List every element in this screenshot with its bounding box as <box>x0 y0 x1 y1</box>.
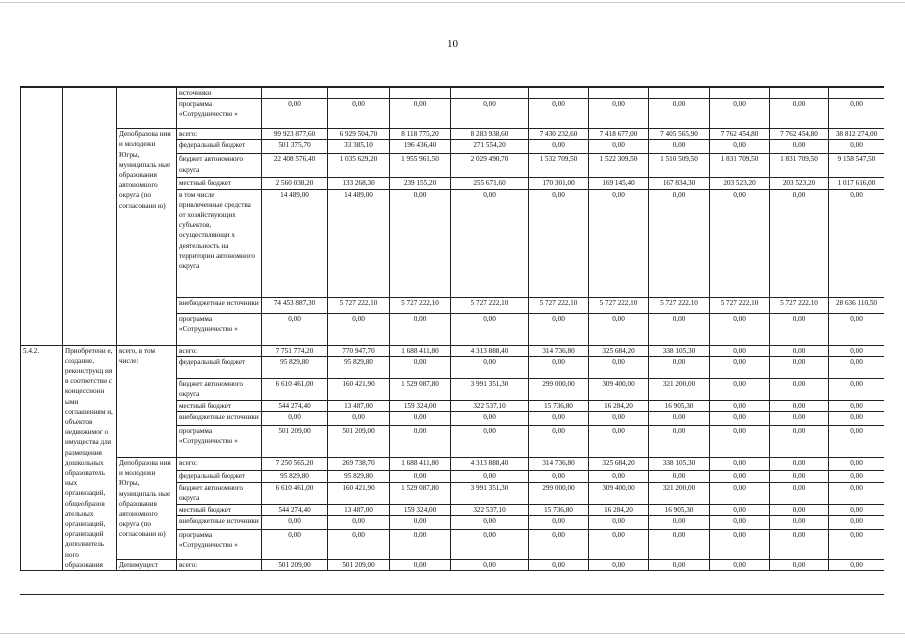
value-cell: 8 283 938,60 <box>451 129 529 140</box>
group-cell-empty <box>63 88 117 346</box>
table-row <box>21 559 885 570</box>
value-cell: 0,00 <box>262 529 328 559</box>
value-cell: 0,00 <box>710 140 770 154</box>
row-label-cell: всего: <box>177 559 262 570</box>
value-cell: 0,00 <box>710 426 770 458</box>
value-cell: 0,00 <box>770 529 829 559</box>
value-cell: 0,00 <box>262 313 328 345</box>
value-cell: 0,00 <box>451 559 529 570</box>
value-cell: 0,00 <box>589 356 649 378</box>
row-label-cell: внебюджетные источники <box>177 515 262 529</box>
scan-edge-bottom <box>0 633 905 634</box>
value-cell: 74 453 887,30 <box>262 297 328 313</box>
value-cell: 0,00 <box>829 345 885 356</box>
value-cell: 0,00 <box>829 529 885 559</box>
value-cell: 2 029 490,70 <box>451 154 529 178</box>
value-cell: 0,00 <box>529 471 589 482</box>
row-label-cell: бюджет автономного округа <box>177 154 262 178</box>
value-cell: 0,00 <box>529 313 589 345</box>
value-cell: 0,00 <box>710 99 770 129</box>
value-cell: 0,00 <box>770 140 829 154</box>
value-cell: 0,00 <box>649 140 710 154</box>
value-cell: 8 118 775,20 <box>390 129 451 140</box>
row-label-cell: федеральный бюджет <box>177 471 262 482</box>
row-label-cell: всего: <box>177 129 262 140</box>
value-cell: 0,00 <box>529 189 589 297</box>
value-cell <box>649 88 710 99</box>
value-cell: 0,00 <box>589 412 649 426</box>
value-cell: 14 489,00 <box>262 189 328 297</box>
value-cell: 0,00 <box>529 515 589 529</box>
value-cell: 0,00 <box>390 412 451 426</box>
value-cell: 0,00 <box>649 99 710 129</box>
value-cell: 159 324,00 <box>390 400 451 411</box>
value-cell: 5 727 222,10 <box>451 297 529 313</box>
value-cell: 95 829,80 <box>262 471 328 482</box>
value-cell: 0,00 <box>649 529 710 559</box>
value-cell: 0,00 <box>589 426 649 458</box>
value-cell: 0,00 <box>390 189 451 297</box>
value-cell: 5 727 222,10 <box>529 297 589 313</box>
value-cell: 169 145,40 <box>589 178 649 189</box>
value-cell: 0,00 <box>829 559 885 570</box>
value-cell: 5 727 222,10 <box>770 297 829 313</box>
value-cell: 0,00 <box>328 313 390 345</box>
value-cell: 0,00 <box>451 189 529 297</box>
value-cell: 0,00 <box>710 504 770 515</box>
value-cell: 3 991 351,30 <box>451 482 529 504</box>
value-cell: 0,00 <box>649 515 710 529</box>
row-label-cell: внебюджетные источники <box>177 412 262 426</box>
value-cell: 1 831 709,50 <box>710 154 770 178</box>
value-cell: 0,00 <box>770 504 829 515</box>
value-cell <box>451 88 529 99</box>
value-cell: 99 923 877,60 <box>262 129 328 140</box>
value-cell <box>262 88 328 99</box>
value-cell: 299 000,00 <box>529 378 589 400</box>
value-cell: 325 684,20 <box>589 458 649 471</box>
value-cell <box>710 88 770 99</box>
row-label-cell: местный бюджет <box>177 178 262 189</box>
value-cell: 0,00 <box>390 99 451 129</box>
value-cell: 0,00 <box>710 515 770 529</box>
value-cell: 338 105,30 <box>649 458 710 471</box>
value-cell: 0,00 <box>589 140 649 154</box>
value-cell: 95 829,80 <box>328 471 390 482</box>
value-cell: 0,00 <box>710 471 770 482</box>
value-cell: 2 560 038,20 <box>262 178 328 189</box>
value-cell: 160 421,90 <box>328 482 390 504</box>
value-cell: 0,00 <box>829 504 885 515</box>
value-cell: 0,00 <box>451 412 529 426</box>
value-cell: 16 284,20 <box>589 400 649 411</box>
page-number: 10 <box>447 38 458 50</box>
value-cell: 28 636 110,50 <box>829 297 885 313</box>
value-cell: 0,00 <box>451 99 529 129</box>
value-cell: 1 688 411,80 <box>390 458 451 471</box>
value-cell: 0,00 <box>829 313 885 345</box>
value-cell: 314 736,80 <box>529 345 589 356</box>
value-cell: 0,00 <box>529 559 589 570</box>
value-cell: 0,00 <box>770 458 829 471</box>
value-cell: 1 035 629,20 <box>328 154 390 178</box>
value-cell: 167 834,30 <box>649 178 710 189</box>
value-cell: 4 313 888,40 <box>451 458 529 471</box>
budget-table-container <box>20 86 884 595</box>
row-label-cell: программа «Сотрудничество » <box>177 529 262 559</box>
value-cell: 16 284,20 <box>589 504 649 515</box>
value-cell: 0,00 <box>829 400 885 411</box>
row-label-cell: программа «Сотрудничество » <box>177 99 262 129</box>
value-cell <box>829 88 885 99</box>
value-cell: 0,00 <box>710 482 770 504</box>
value-cell: 0,00 <box>390 515 451 529</box>
value-cell: 321 200,00 <box>649 482 710 504</box>
value-cell: 0,00 <box>390 313 451 345</box>
value-cell: 314 736,80 <box>529 458 589 471</box>
value-cell: 0,00 <box>529 529 589 559</box>
value-cell: 0,00 <box>710 458 770 471</box>
value-cell: 0,00 <box>829 140 885 154</box>
group-cell-empty <box>21 88 63 346</box>
value-cell: 0,00 <box>770 378 829 400</box>
value-cell: 0,00 <box>390 529 451 559</box>
value-cell: 322 537,10 <box>451 400 529 411</box>
value-cell: 0,00 <box>710 378 770 400</box>
value-cell: 0,00 <box>770 559 829 570</box>
value-cell: 15 736,80 <box>529 400 589 411</box>
value-cell <box>770 88 829 99</box>
value-cell: 0,00 <box>589 559 649 570</box>
value-cell: 501 209,00 <box>262 426 328 458</box>
value-cell: 7 751 774,20 <box>262 345 328 356</box>
budget-table <box>20 87 884 571</box>
group-cell-exec-542: всего, в том числе: <box>117 345 177 457</box>
value-cell: 0,00 <box>328 412 390 426</box>
value-cell: 501 209,00 <box>328 426 390 458</box>
value-cell: 1 510 509,50 <box>649 154 710 178</box>
scan-edge-top <box>0 2 905 3</box>
group-cell-dept-a: Депобразова ния и молодежи Югры, муниципаль ные образования автономного округа (по согласовани ю) <box>117 129 177 345</box>
value-cell: 544 274,40 <box>262 504 328 515</box>
value-cell: 160 421,90 <box>328 378 390 400</box>
value-cell: 0,00 <box>710 412 770 426</box>
value-cell: 269 738,70 <box>328 458 390 471</box>
value-cell: 0,00 <box>529 356 589 378</box>
group-cell-num-542: 5.4.2. <box>21 345 63 570</box>
group-cell-empty <box>117 88 177 129</box>
value-cell: 0,00 <box>589 313 649 345</box>
value-cell: 0,00 <box>451 471 529 482</box>
value-cell: 0,00 <box>649 313 710 345</box>
value-cell: 0,00 <box>649 471 710 482</box>
group-cell-dept-b: Депобразова ния и молодежи Югры, муниципаль ные образования автономного округа (по согласовани ю) <box>117 458 177 560</box>
value-cell: 133 268,30 <box>328 178 390 189</box>
value-cell: 1 532 709,50 <box>529 154 589 178</box>
value-cell: 544 274,40 <box>262 400 328 411</box>
value-cell: 0,00 <box>829 426 885 458</box>
value-cell: 0,00 <box>710 313 770 345</box>
value-cell: 7 430 232,60 <box>529 129 589 140</box>
value-cell: 170 301,00 <box>529 178 589 189</box>
row-label-cell: бюджет автономного округа <box>177 482 262 504</box>
value-cell: 0,00 <box>589 471 649 482</box>
value-cell: 0,00 <box>390 471 451 482</box>
value-cell <box>390 88 451 99</box>
value-cell: 5 727 222,10 <box>710 297 770 313</box>
value-cell: 0,00 <box>770 515 829 529</box>
value-cell: 13 487,00 <box>328 400 390 411</box>
value-cell: 0,00 <box>770 400 829 411</box>
value-cell: 325 684,20 <box>589 345 649 356</box>
value-cell: 22 408 576,40 <box>262 154 328 178</box>
value-cell: 0,00 <box>390 356 451 378</box>
value-cell: 1 688 411,80 <box>390 345 451 356</box>
row-label-cell: федеральный бюджет <box>177 140 262 154</box>
value-cell: 5 727 222,10 <box>390 297 451 313</box>
row-label-cell: программа «Сотрудничество » <box>177 426 262 458</box>
value-cell <box>529 88 589 99</box>
value-cell: 0,00 <box>589 529 649 559</box>
table-row <box>21 345 885 356</box>
row-label-cell: местный бюджет <box>177 504 262 515</box>
value-cell: 0,00 <box>829 471 885 482</box>
value-cell: 0,00 <box>710 529 770 559</box>
value-cell: 1 529 087,80 <box>390 482 451 504</box>
value-cell: 0,00 <box>770 99 829 129</box>
table-row <box>21 129 885 140</box>
value-cell: 1 017 616,00 <box>829 178 885 189</box>
value-cell: 9 158 547,50 <box>829 154 885 178</box>
value-cell: 95 829,80 <box>262 356 328 378</box>
value-cell: 7 762 454,80 <box>770 129 829 140</box>
value-cell: 309 400,00 <box>589 378 649 400</box>
value-cell: 309 400,00 <box>589 482 649 504</box>
row-label-cell: внебюджетные источники <box>177 297 262 313</box>
value-cell: 0,00 <box>770 345 829 356</box>
value-cell <box>328 88 390 99</box>
value-cell: 0,00 <box>770 189 829 297</box>
value-cell: 321 200,00 <box>649 378 710 400</box>
value-cell: 14 489,00 <box>328 189 390 297</box>
row-label-cell: федеральный бюджет <box>177 356 262 378</box>
value-cell: 338 105,30 <box>649 345 710 356</box>
value-cell: 0,00 <box>770 313 829 345</box>
value-cell: 0,00 <box>589 99 649 129</box>
value-cell: 7 418 677,00 <box>589 129 649 140</box>
value-cell: 239 155,20 <box>390 178 451 189</box>
value-cell: 0,00 <box>262 99 328 129</box>
value-cell: 0,00 <box>710 356 770 378</box>
table-row <box>21 88 885 99</box>
value-cell: 0,00 <box>770 412 829 426</box>
value-cell: 501 375,70 <box>262 140 328 154</box>
value-cell: 0,00 <box>390 559 451 570</box>
value-cell: 299 000,00 <box>529 482 589 504</box>
value-cell: 0,00 <box>829 515 885 529</box>
row-label-cell: бюджет автономного округа <box>177 378 262 400</box>
value-cell: 0,00 <box>328 99 390 129</box>
value-cell: 6 610 461,00 <box>262 378 328 400</box>
value-cell: 0,00 <box>529 140 589 154</box>
value-cell: 16 905,30 <box>649 400 710 411</box>
value-cell: 501 209,00 <box>328 559 390 570</box>
value-cell: 7 405 565,90 <box>649 129 710 140</box>
value-cell: 0,00 <box>649 356 710 378</box>
value-cell: 159 324,00 <box>390 504 451 515</box>
value-cell: 0,00 <box>770 482 829 504</box>
row-label-cell: всего: <box>177 345 262 356</box>
value-cell: 0,00 <box>710 189 770 297</box>
value-cell: 0,00 <box>649 426 710 458</box>
value-cell: 4 313 888,40 <box>451 345 529 356</box>
group-cell-dept-c: Депимущест <box>117 559 177 570</box>
value-cell: 0,00 <box>262 515 328 529</box>
value-cell: 15 736,80 <box>529 504 589 515</box>
value-cell: 196 436,40 <box>390 140 451 154</box>
value-cell: 203 523,20 <box>710 178 770 189</box>
value-cell: 7 762 454,80 <box>710 129 770 140</box>
value-cell: 0,00 <box>262 412 328 426</box>
value-cell: 1 522 309,50 <box>589 154 649 178</box>
value-cell: 5 727 222,10 <box>589 297 649 313</box>
value-cell: 0,00 <box>710 345 770 356</box>
value-cell: 0,00 <box>649 189 710 297</box>
value-cell: 0,00 <box>589 515 649 529</box>
value-cell <box>589 88 649 99</box>
value-cell: 0,00 <box>770 426 829 458</box>
row-label-cell: местный бюджет <box>177 400 262 411</box>
value-cell: 0,00 <box>451 515 529 529</box>
value-cell: 16 905,30 <box>649 504 710 515</box>
value-cell: 0,00 <box>829 378 885 400</box>
value-cell: 6 610 461,00 <box>262 482 328 504</box>
value-cell: 271 554,20 <box>451 140 529 154</box>
value-cell: 0,00 <box>829 99 885 129</box>
value-cell: 0,00 <box>649 559 710 570</box>
row-label-cell: всего: <box>177 458 262 471</box>
value-cell: 0,00 <box>529 412 589 426</box>
value-cell: 0,00 <box>328 529 390 559</box>
row-label-cell: источники <box>177 88 262 99</box>
value-cell: 0,00 <box>710 400 770 411</box>
value-cell: 1 831 709,50 <box>770 154 829 178</box>
value-cell: 0,00 <box>529 99 589 129</box>
group-cell-event-542: Приобретени е, создание, реконструкц ия в соответстви с концессионн ыми соглашениям и, объектов недвижимог о имущества для размещения дошкольных образователь ных организаций, общеобразов ательных организаций, организаций дополнитель ного образования <box>63 345 117 570</box>
value-cell: 1 529 087,80 <box>390 378 451 400</box>
value-cell: 13 487,00 <box>328 504 390 515</box>
value-cell: 501 209,00 <box>262 559 328 570</box>
value-cell: 0,00 <box>328 515 390 529</box>
value-cell: 5 727 222,10 <box>649 297 710 313</box>
value-cell: 770 947,70 <box>328 345 390 356</box>
value-cell: 0,00 <box>529 426 589 458</box>
value-cell: 0,00 <box>589 189 649 297</box>
value-cell: 0,00 <box>770 356 829 378</box>
value-cell: 0,00 <box>770 471 829 482</box>
value-cell: 38 812 274,00 <box>829 129 885 140</box>
value-cell: 0,00 <box>451 529 529 559</box>
value-cell: 255 671,60 <box>451 178 529 189</box>
value-cell: 6 929 504,70 <box>328 129 390 140</box>
value-cell: 1 955 961,50 <box>390 154 451 178</box>
value-cell: 203 523,20 <box>770 178 829 189</box>
value-cell: 0,00 <box>829 482 885 504</box>
value-cell: 33 385,10 <box>328 140 390 154</box>
value-cell: 322 537,10 <box>451 504 529 515</box>
value-cell: 0,00 <box>649 412 710 426</box>
value-cell: 0,00 <box>390 426 451 458</box>
table-row <box>21 458 885 471</box>
row-label-cell: программа «Сотрудничество » <box>177 313 262 345</box>
value-cell: 3 991 351,30 <box>451 378 529 400</box>
value-cell: 0,00 <box>710 559 770 570</box>
row-label-cell: в том числе привлеченные средства от хозяйствующих субъектов, осуществляющи х деятельность на территории автономного округа <box>177 189 262 297</box>
value-cell: 5 727 222,10 <box>328 297 390 313</box>
value-cell: 0,00 <box>829 189 885 297</box>
value-cell: 0,00 <box>451 356 529 378</box>
value-cell: 0,00 <box>829 356 885 378</box>
value-cell: 95 829,80 <box>328 356 390 378</box>
value-cell: 0,00 <box>451 313 529 345</box>
value-cell: 0,00 <box>829 412 885 426</box>
value-cell: 7 250 565,20 <box>262 458 328 471</box>
value-cell: 0,00 <box>451 426 529 458</box>
value-cell: 0,00 <box>829 458 885 471</box>
